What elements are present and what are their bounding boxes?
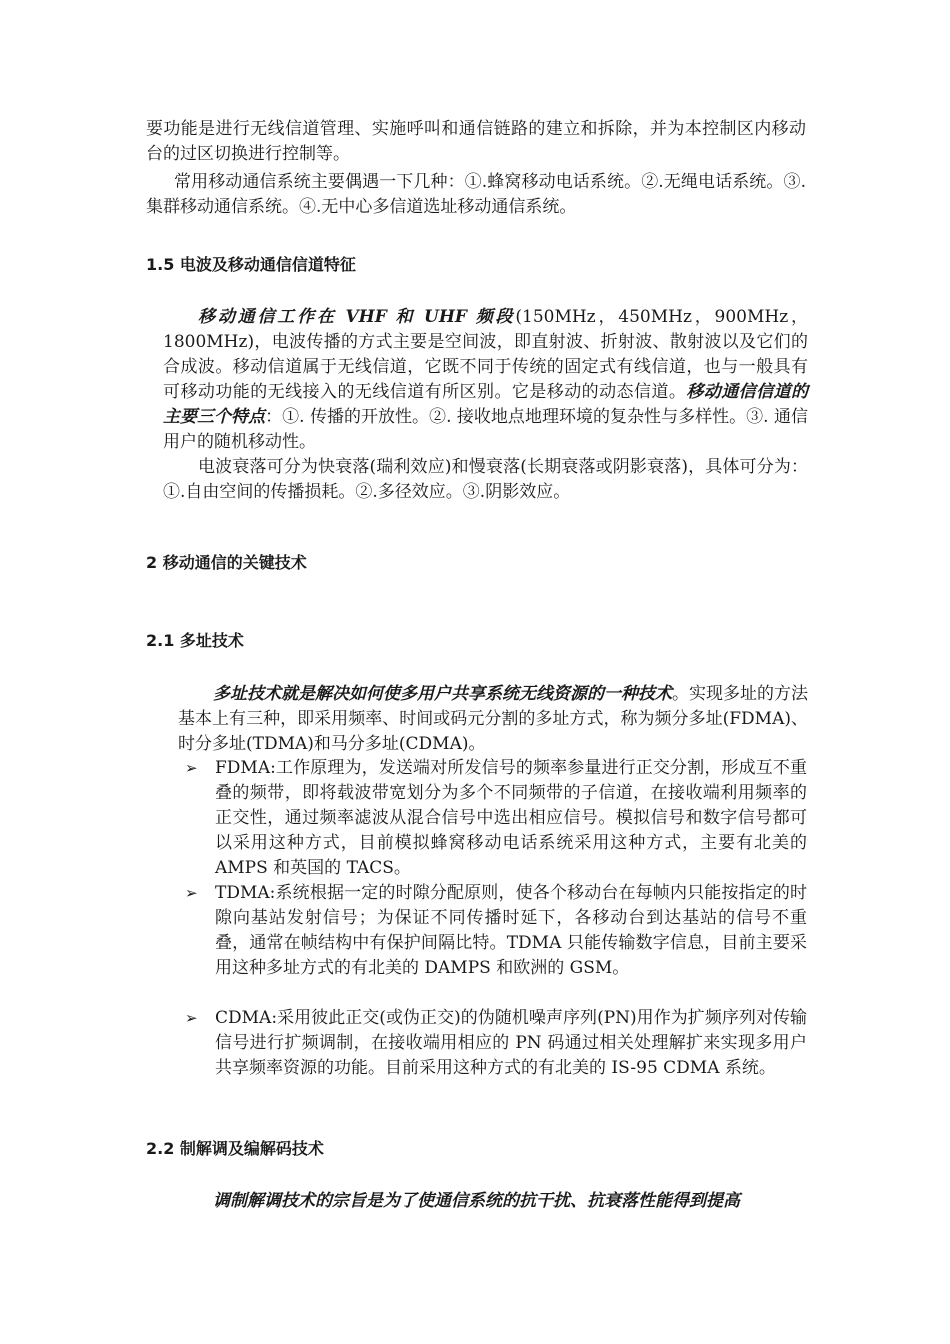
emphasis-frequency-band: 移动通信工作在 VHF 和 UHF 频段 <box>198 307 516 327</box>
arrow-bullet-icon: ➢ <box>185 1009 198 1027</box>
section-1-5-paragraph-1 <box>163 305 808 455</box>
arrow-bullet-icon: ➢ <box>185 884 198 902</box>
section-1-5-paragraph-2: 电波衰落可分为快衰落(瑞利效应)和慢衰落(长期衰落或阴影衰落)，具体可分为：①.自由空间的传播损耗。②.多径效应。③.阴影效应。 <box>163 457 808 502</box>
emphasis-three-features: 移动通信信道的主要三个特点 <box>163 382 809 427</box>
heading-1-5: 1.5 电波及移动通信信道特征 <box>146 255 356 274</box>
text-features: ：①. 传播的开放性。②. 接收地点地理环境的复杂性与多样性。③. 通信用户的随机移动性。 <box>163 407 809 452</box>
text-propagation: (150MHz，450MHz，900MHz，1800MHz)，电波传播的方式主要是空间波，即直射波、折射波、散射波以及它们的合成波。移动信道属于无线信道，它既不同于传统的固定式有线信道，也与一般具有可移动功能的无线接入的无线信道有所区别。它是移动的动态信道。 <box>163 307 808 402</box>
list-item-tdma <box>185 881 807 981</box>
list-item-fdma <box>185 756 807 881</box>
list-item-cdma <box>185 1006 807 1081</box>
heading-2-1: 2.1 多址技术 <box>146 631 244 650</box>
section-2-1-paragraph <box>178 682 808 757</box>
intro-paragraph-2: 常用移动通信系统主要偶遇一下几种：①.蜂窝移动电话系统。②.无绳电话系统。③.集群移动通信系统。④.无中心多信道选址移动通信系统。 <box>146 172 806 217</box>
list-item-text: CDMA:采用彼此正交(或伪正交)的伪随机噪声序列(PN)用作为扩频序列对传输信号进行扩频调制，在接收端用相应的 PN 码通过相关处理解扩来实现多用户共享频率资源的功能。目前采用这种方式的有北美的 IS-95 CDMA 系统。 <box>215 1008 807 1078</box>
arrow-bullet-icon: ➢ <box>185 759 198 777</box>
list-item-text: TDMA:系统根据一定的时隙分配原则，使各个移动台在每帧内只能按指定的时隙向基站发射信号；为保证不同传播时延下，各移动台到达基站的信号不重叠，通常在帧结构中有保护间隔比特。TDMA 只能传输数字信息，目前主要采用这种多址方式的有北美的 DAMPS 和欧洲的 GSM。 <box>215 883 807 978</box>
text-multiple-access: 。实现多址的方法基本上有三种，即采用频率、时间或码元分割的多址方式，称为频分多址(FDMA)、时分多址(TDMA)和马分多址(CDMA)。 <box>178 684 808 754</box>
heading-2: 2 移动通信的关键技术 <box>146 553 307 572</box>
emphasis-modulation: 调制解调技术的宗旨是为了使通信系统的抗干扰、抗衰落性能得到提高 <box>213 1191 740 1211</box>
heading-2-2: 2.2 制解调及编解码技术 <box>146 1139 324 1158</box>
section-2-2-paragraph <box>178 1189 808 1214</box>
intro-paragraph-1: 要功能是进行无线信道管理、实施呼叫和通信链路的建立和拆除，并为本控制区内移动台的过区切换进行控制等。 <box>146 119 806 164</box>
list-item-text: FDMA:工作原理为，发送端对所发信号的频率参量进行正交分割，形成互不重叠的频带，即将载波带宽划分为多个不同频带的子信道，在接收端利用频率的正交性，通过频率滤波从混合信号中选出相应信号。模拟信号和数字信号都可以采用这种方式，目前模拟蜂窝移动电话系统采用这种方式，主要有北美的 AMPS 和英国的 TACS。 <box>215 758 807 878</box>
emphasis-multiple-access: 多址技术就是解决如何使多用户共享系统无线资源的一种技术 <box>213 684 672 704</box>
